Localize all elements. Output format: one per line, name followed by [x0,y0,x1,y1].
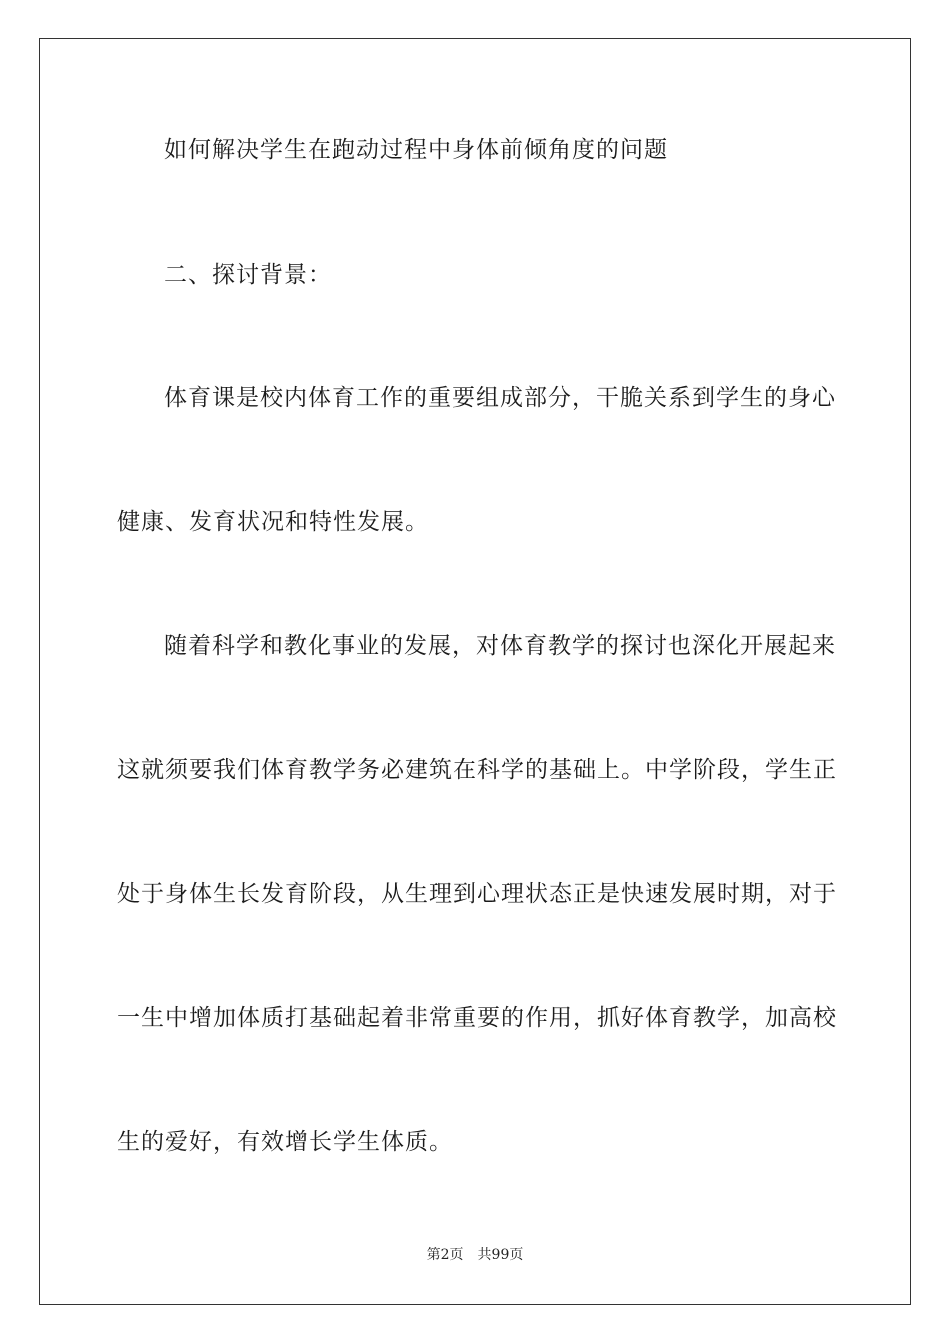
paragraph-line: 处于身体生长发育阶段，从生理到心理状态正是快速发展时期，对于 [117,881,837,907]
paragraph-line: 体育课是校内体育工作的重要组成部分，干脆关系到学生的身心 [164,385,836,411]
section-heading: 二、探讨背景： [164,262,332,288]
paragraph-line: 这就须要我们体育教学务必建筑在科学的基础上。中学阶段，学生正 [117,757,837,783]
paragraph-line: 健康、发育状况和特性发展。 [117,509,429,535]
paragraph-line: 如何解决学生在跑动过程中身体前倾角度的问题 [164,137,668,163]
page-border [39,38,911,1305]
page-total: 共99页 [477,1247,524,1263]
page-number: 第2页 [426,1247,464,1263]
paragraph-line: 随着科学和教化事业的发展，对体育教学的探讨也深化开展起来 [164,633,836,659]
paragraph-line: 生的爱好，有效增长学生体质。 [117,1129,453,1155]
paragraph-line: 一生中增加体质打基础起着非常重要的作用，抓好体育教学，加高校 [117,1005,837,1031]
page-footer [0,1245,950,1265]
